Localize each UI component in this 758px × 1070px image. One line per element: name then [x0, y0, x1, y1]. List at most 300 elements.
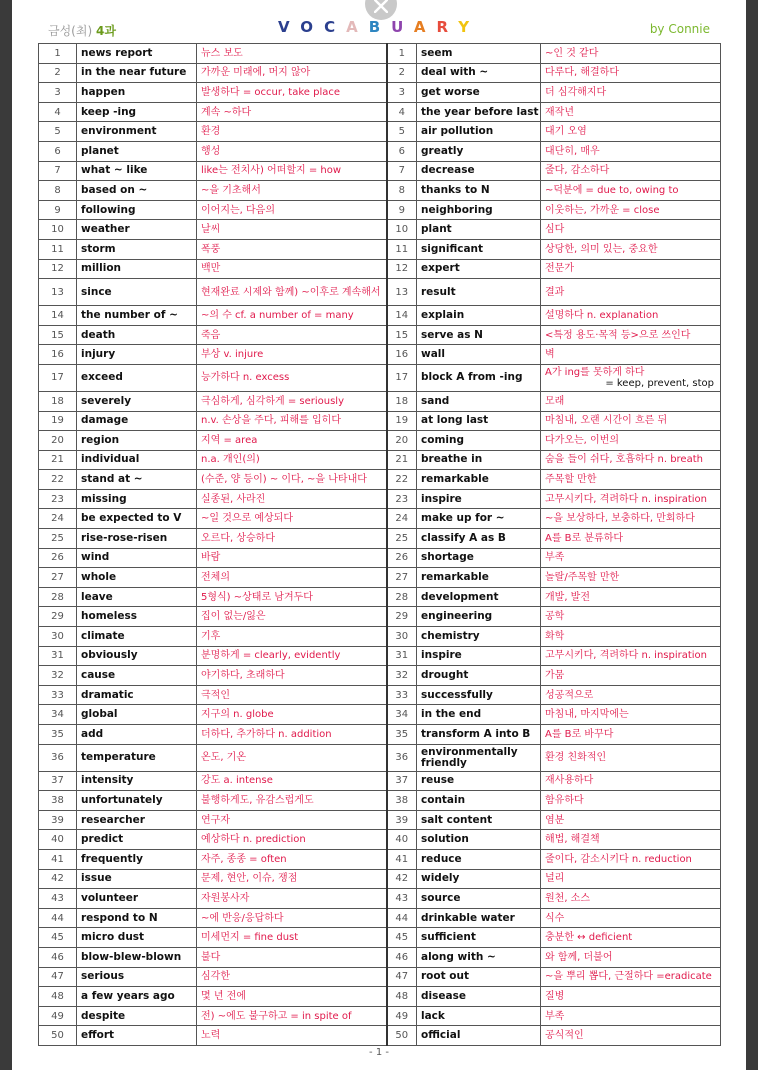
korean-meaning: 문제, 현안, 이슈, 쟁점 — [197, 869, 387, 889]
english-term: rise-rose-risen — [77, 529, 197, 549]
entry-number: 24 — [39, 509, 77, 529]
table-row — [39, 470, 721, 490]
entry-number: 13 — [387, 279, 417, 306]
entry-number: 48 — [39, 987, 77, 1007]
korean-meaning: 백만 — [197, 259, 387, 279]
korean-meaning: 염분 — [541, 810, 721, 830]
korean-meaning: ~의 수 cf. a number of = many — [197, 306, 387, 326]
english-term: effort — [77, 1026, 197, 1046]
entry-number: 42 — [387, 869, 417, 889]
english-term: issue — [77, 869, 197, 889]
english-term: stand at ~ — [77, 470, 197, 490]
entry-number: 32 — [39, 666, 77, 686]
english-term: classify A as B — [417, 529, 541, 549]
korean-meaning: 대단히, 매우 — [541, 141, 721, 161]
entry-number: 34 — [387, 705, 417, 725]
entry-number: 26 — [387, 548, 417, 568]
entry-number: 29 — [387, 607, 417, 627]
korean-meaning: 오르다, 상승하다 — [197, 529, 387, 549]
table-row — [39, 391, 721, 411]
korean-meaning: 숨을 들이 쉬다, 호흡하다 n. breath — [541, 450, 721, 470]
table-row — [39, 220, 721, 240]
entry-number: 42 — [39, 869, 77, 889]
korean-meaning: 더 심각해지다 — [541, 83, 721, 103]
page-number: - 1 - — [369, 1047, 389, 1058]
english-term: seem — [417, 44, 541, 64]
entry-number: 45 — [387, 928, 417, 948]
table-row — [39, 810, 721, 830]
english-term: coming — [417, 431, 541, 451]
korean-meaning: 폭풍 — [197, 239, 387, 259]
english-term: region — [77, 431, 197, 451]
korean-meaning: 자원봉사자 — [197, 889, 387, 909]
entry-number: 34 — [39, 705, 77, 725]
korean-meaning: 해법, 해결책 — [541, 830, 721, 850]
entry-number: 25 — [39, 529, 77, 549]
entry-number: 3 — [387, 83, 417, 103]
english-term: chemistry — [417, 627, 541, 647]
english-term: along with ~ — [417, 947, 541, 967]
table-row — [39, 83, 721, 103]
english-term: deal with ~ — [417, 63, 541, 83]
korean-meaning: 몇 년 전에 — [197, 987, 387, 1007]
korean-meaning: 고무시키다, 격려하다 n. inspiration — [541, 646, 721, 666]
table-row — [39, 529, 721, 549]
korean-meaning: 강도 a. intense — [197, 771, 387, 791]
english-term: expert — [417, 259, 541, 279]
english-term: volunteer — [77, 889, 197, 909]
title-letter: V — [277, 18, 301, 36]
korean-meaning: 5형식) ~상태로 남겨두다 — [197, 587, 387, 607]
english-term: keep -ing — [77, 102, 197, 122]
english-term: serve as N — [417, 325, 541, 345]
entry-number: 10 — [39, 220, 77, 240]
korean-meaning: ~일 것으로 예상되다 — [197, 509, 387, 529]
korean-meaning: 상당한, 의미 있는, 중요한 — [541, 239, 721, 259]
entry-number: 22 — [39, 470, 77, 490]
entry-number: 46 — [387, 947, 417, 967]
english-term: reduce — [417, 849, 541, 869]
english-term: wall — [417, 345, 541, 365]
english-term: the number of ~ — [77, 306, 197, 326]
korean-meaning: ~인 것 같다 — [541, 44, 721, 64]
korean-meaning: n.v. 손상을 주다, 피해를 입히다 — [197, 411, 387, 431]
korean-meaning: (수준, 양 등이) ~ 이다, ~을 나타내다 — [197, 470, 387, 490]
english-term: sand — [417, 391, 541, 411]
entry-number: 33 — [39, 685, 77, 705]
english-term: planet — [77, 141, 197, 161]
english-term: add — [77, 725, 197, 745]
korean-meaning: 죽음 — [197, 325, 387, 345]
english-term: shortage — [417, 548, 541, 568]
korean-meaning: 전) ~에도 불구하고 = in spite of — [197, 1006, 387, 1026]
korean-meaning: 뉴스 보도 — [197, 44, 387, 64]
english-term: remarkable — [417, 470, 541, 490]
table-row — [39, 364, 721, 391]
table-row — [39, 685, 721, 705]
korean-meaning: 지역 = area — [197, 431, 387, 451]
page-title — [12, 18, 746, 36]
korean-meaning: ~덕분에 = due to, owing to — [541, 181, 721, 201]
entry-number: 33 — [387, 685, 417, 705]
entry-number: 4 — [387, 102, 417, 122]
title-letter: A — [346, 18, 369, 36]
entry-number: 5 — [39, 122, 77, 142]
korean-meaning: 부족 — [541, 548, 721, 568]
english-term: frequently — [77, 849, 197, 869]
english-term: neighboring — [417, 200, 541, 220]
entry-number: 12 — [39, 259, 77, 279]
korean-meaning: 재작년 — [541, 102, 721, 122]
entry-number: 20 — [387, 431, 417, 451]
english-term: cause — [77, 666, 197, 686]
entry-number: 20 — [39, 431, 77, 451]
entry-number: 49 — [387, 1006, 417, 1026]
table-row — [39, 509, 721, 529]
entry-number: 23 — [387, 489, 417, 509]
entry-number: 2 — [387, 63, 417, 83]
entry-number: 43 — [387, 889, 417, 909]
english-term: respond to N — [77, 908, 197, 928]
table-row — [39, 1006, 721, 1026]
korean-meaning: 줄다, 감소하다 — [541, 161, 721, 181]
table-row — [39, 791, 721, 811]
english-term: development — [417, 587, 541, 607]
english-term: based on ~ — [77, 181, 197, 201]
english-term: severely — [77, 391, 197, 411]
english-term: drought — [417, 666, 541, 686]
english-term: homeless — [77, 607, 197, 627]
korean-meaning: 이어지는, 다음의 — [197, 200, 387, 220]
entry-number: 17 — [39, 364, 77, 391]
english-term: reuse — [417, 771, 541, 791]
korean-meaning: 불다 — [197, 947, 387, 967]
title-letter: A — [413, 18, 437, 36]
korean-meaning: 결과 — [541, 279, 721, 306]
english-term: drinkable water — [417, 908, 541, 928]
entry-number: 37 — [387, 771, 417, 791]
english-term: root out — [417, 967, 541, 987]
table-row — [39, 587, 721, 607]
korean-meaning: 미세먼지 = fine dust — [197, 928, 387, 948]
korean-meaning: 주목할 만한 — [541, 470, 721, 490]
english-term: serious — [77, 967, 197, 987]
english-term: widely — [417, 869, 541, 889]
english-term: environmentally friendly — [417, 744, 541, 771]
korean-meaning-line2: = keep, prevent, stop — [605, 377, 714, 389]
korean-meaning: 예상하다 n. prediction — [197, 830, 387, 850]
korean-meaning: 대기 오염 — [541, 122, 721, 142]
english-term: damage — [77, 411, 197, 431]
korean-meaning: 불행하게도, 유감스럽게도 — [197, 791, 387, 811]
english-term: disease — [417, 987, 541, 1007]
entry-number: 31 — [387, 646, 417, 666]
entry-number: 47 — [387, 967, 417, 987]
korean-meaning: 공식적인 — [541, 1026, 721, 1046]
table-row — [39, 744, 721, 771]
english-term: missing — [77, 489, 197, 509]
english-term: wind — [77, 548, 197, 568]
english-term: leave — [77, 587, 197, 607]
english-term: make up for ~ — [417, 509, 541, 529]
entry-number: 21 — [387, 450, 417, 470]
entry-number: 19 — [39, 411, 77, 431]
entry-number: 16 — [387, 345, 417, 365]
english-term: block A from -ing — [417, 364, 541, 391]
entry-number: 11 — [39, 239, 77, 259]
table-row — [39, 947, 721, 967]
english-term: micro dust — [77, 928, 197, 948]
korean-meaning: 기후 — [197, 627, 387, 647]
entry-number: 15 — [387, 325, 417, 345]
english-term: thanks to N — [417, 181, 541, 201]
korean-meaning: 날씨 — [197, 220, 387, 240]
school-label: 금성(최) — [48, 24, 93, 38]
english-term: environment — [77, 122, 197, 142]
english-term: predict — [77, 830, 197, 850]
entry-number: 40 — [39, 830, 77, 850]
korean-meaning: A를 B로 분류하다 — [541, 529, 721, 549]
korean-meaning: 연구자 — [197, 810, 387, 830]
table-row — [39, 345, 721, 365]
entry-number: 18 — [39, 391, 77, 411]
korean-meaning: 재사용하다 — [541, 771, 721, 791]
entry-number: 5 — [387, 122, 417, 142]
table-row — [39, 431, 721, 451]
korean-meaning: 환경 친화적인 — [541, 744, 721, 771]
table-row — [39, 239, 721, 259]
table-row — [39, 830, 721, 850]
table-row — [39, 102, 721, 122]
table-row — [39, 181, 721, 201]
table-row — [39, 869, 721, 889]
entry-number: 37 — [39, 771, 77, 791]
table-row — [39, 306, 721, 326]
entry-number: 44 — [387, 908, 417, 928]
english-term: source — [417, 889, 541, 909]
entry-number: 47 — [39, 967, 77, 987]
korean-meaning: ~을 보상하다, 보충하다, 만회하다 — [541, 509, 721, 529]
english-term: blow-blew-blown — [77, 947, 197, 967]
entry-number: 18 — [387, 391, 417, 411]
korean-meaning: 전체의 — [197, 568, 387, 588]
english-term: engineering — [417, 607, 541, 627]
english-term: sufficient — [417, 928, 541, 948]
english-term: plant — [417, 220, 541, 240]
table-row — [39, 987, 721, 1007]
entry-number: 30 — [39, 627, 77, 647]
table-row — [39, 141, 721, 161]
entry-number: 44 — [39, 908, 77, 928]
english-term: death — [77, 325, 197, 345]
korean-meaning: 현재완료 시제와 함께) ~이후로 계속해서 — [197, 279, 387, 306]
english-term: exceed — [77, 364, 197, 391]
korean-meaning: 노력 — [197, 1026, 387, 1046]
close-icon — [374, 0, 388, 13]
korean-meaning: 부상 v. injure — [197, 345, 387, 365]
korean-meaning: A가 ing를 못하게 하다 = keep, prevent, stop — [541, 364, 721, 391]
korean-meaning: <특정 용도·목적 등>으로 쓰인다 — [541, 325, 721, 345]
english-term: greatly — [417, 141, 541, 161]
entry-number: 43 — [39, 889, 77, 909]
korean-meaning: 질병 — [541, 987, 721, 1007]
vocabulary-table — [38, 43, 721, 1046]
korean-meaning: 설명하다 n. explanation — [541, 306, 721, 326]
english-term: get worse — [417, 83, 541, 103]
korean-meaning: 다가오는, 이번의 — [541, 431, 721, 451]
english-term: researcher — [77, 810, 197, 830]
korean-meaning: 심각한 — [197, 967, 387, 987]
english-term: at long last — [417, 411, 541, 431]
table-row — [39, 548, 721, 568]
entry-number: 6 — [39, 141, 77, 161]
korean-meaning: 전문가 — [541, 259, 721, 279]
entry-number: 28 — [387, 587, 417, 607]
korean-meaning: ~을 뿌리 뽑다, 근절하다 =eradicate — [541, 967, 721, 987]
korean-meaning: 다루다, 해결하다 — [541, 63, 721, 83]
chapter-label: 4과 — [95, 24, 116, 38]
english-term: a few years ago — [77, 987, 197, 1007]
english-term: despite — [77, 1006, 197, 1026]
entry-number: 7 — [39, 161, 77, 181]
entry-number: 35 — [387, 725, 417, 745]
english-term: million — [77, 259, 197, 279]
english-term: happen — [77, 83, 197, 103]
entry-number: 26 — [39, 548, 77, 568]
english-term: storm — [77, 239, 197, 259]
english-term: the year before last — [417, 102, 541, 122]
korean-meaning: 행성 — [197, 141, 387, 161]
entry-number: 4 — [39, 102, 77, 122]
korean-meaning: 온도, 기온 — [197, 744, 387, 771]
table-row — [39, 568, 721, 588]
entry-number: 39 — [39, 810, 77, 830]
korean-meaning: 성공적으로 — [541, 685, 721, 705]
korean-meaning: 가까운 미래에, 머지 않아 — [197, 63, 387, 83]
table-row — [39, 928, 721, 948]
entry-number: 14 — [387, 306, 417, 326]
entry-number: 15 — [39, 325, 77, 345]
entry-number: 35 — [39, 725, 77, 745]
table-row — [39, 889, 721, 909]
english-term: salt content — [417, 810, 541, 830]
document-page — [12, 0, 746, 1070]
entry-number: 40 — [387, 830, 417, 850]
table-row — [39, 122, 721, 142]
korean-meaning: 벽 — [541, 345, 721, 365]
author-label: by Connie — [649, 22, 710, 36]
entry-number: 36 — [387, 744, 417, 771]
entry-number: 19 — [387, 411, 417, 431]
english-term: transform A into B — [417, 725, 541, 745]
title-letter: B — [368, 18, 392, 36]
korean-meaning: ~을 기초해서 — [197, 181, 387, 201]
korean-meaning: A를 B로 바꾸다 — [541, 725, 721, 745]
english-term: global — [77, 705, 197, 725]
table-row — [39, 1026, 721, 1046]
entry-number: 41 — [39, 849, 77, 869]
korean-meaning: 충분한 ↔ deficient — [541, 928, 721, 948]
close-button[interactable] — [365, 0, 397, 20]
entry-number: 28 — [39, 587, 77, 607]
korean-meaning: 마침내, 마지막에는 — [541, 705, 721, 725]
english-term: inspire — [417, 489, 541, 509]
table-row — [39, 279, 721, 306]
entry-number: 8 — [387, 181, 417, 201]
table-row — [39, 489, 721, 509]
korean-meaning: 발생하다 = occur, take place — [197, 83, 387, 103]
english-term: explain — [417, 306, 541, 326]
korean-meaning: 환경 — [197, 122, 387, 142]
english-term: significant — [417, 239, 541, 259]
entry-number: 27 — [387, 568, 417, 588]
entry-number: 22 — [387, 470, 417, 490]
korean-meaning: 고무시키다, 격려하다 n. inspiration — [541, 489, 721, 509]
english-term: decrease — [417, 161, 541, 181]
table-row — [39, 967, 721, 987]
korean-meaning: 분명하게 = clearly, evidently — [197, 646, 387, 666]
table-row — [39, 44, 721, 64]
korean-meaning: 야기하다, 초래하다 — [197, 666, 387, 686]
entry-number: 46 — [39, 947, 77, 967]
entry-number: 17 — [387, 364, 417, 391]
korean-meaning: 놀랄/주목할 만한 — [541, 568, 721, 588]
english-term: unfortunately — [77, 791, 197, 811]
entry-number: 10 — [387, 220, 417, 240]
english-term: temperature — [77, 744, 197, 771]
korean-meaning: 바람 — [197, 548, 387, 568]
korean-meaning: 극적인 — [197, 685, 387, 705]
entry-number: 13 — [39, 279, 77, 306]
korean-meaning: 극심하게, 심각하게 = seriously — [197, 391, 387, 411]
english-term: in the end — [417, 705, 541, 725]
english-term: breathe in — [417, 450, 541, 470]
korean-meaning: 지구의 n. globe — [197, 705, 387, 725]
korean-meaning: 와 함께, 더불어 — [541, 947, 721, 967]
korean-meaning: 화학 — [541, 627, 721, 647]
entry-number: 38 — [39, 791, 77, 811]
entry-number: 11 — [387, 239, 417, 259]
english-term: weather — [77, 220, 197, 240]
english-term: in the near future — [77, 63, 197, 83]
korean-meaning: 부족 — [541, 1006, 721, 1026]
entry-number: 27 — [39, 568, 77, 588]
english-term: individual — [77, 450, 197, 470]
entry-number: 12 — [387, 259, 417, 279]
table-row — [39, 259, 721, 279]
entry-number: 2 — [39, 63, 77, 83]
entry-number: 3 — [39, 83, 77, 103]
table-row — [39, 450, 721, 470]
korean-meaning: 자주, 종종 = often — [197, 849, 387, 869]
entry-number: 31 — [39, 646, 77, 666]
entry-number: 32 — [387, 666, 417, 686]
korean-meaning: like는 전치사) 어떠할지 = how — [197, 161, 387, 181]
korean-meaning: 함유하다 — [541, 791, 721, 811]
table-row — [39, 646, 721, 666]
korean-meaning: 가뭄 — [541, 666, 721, 686]
table-row — [39, 200, 721, 220]
english-term: dramatic — [77, 685, 197, 705]
table-row — [39, 161, 721, 181]
english-term: intensity — [77, 771, 197, 791]
table-row — [39, 725, 721, 745]
entry-number: 9 — [387, 200, 417, 220]
entry-number: 14 — [39, 306, 77, 326]
entry-number: 38 — [387, 791, 417, 811]
korean-meaning: 실종된, 사라진 — [197, 489, 387, 509]
korean-meaning: n.a. 개인(의) — [197, 450, 387, 470]
